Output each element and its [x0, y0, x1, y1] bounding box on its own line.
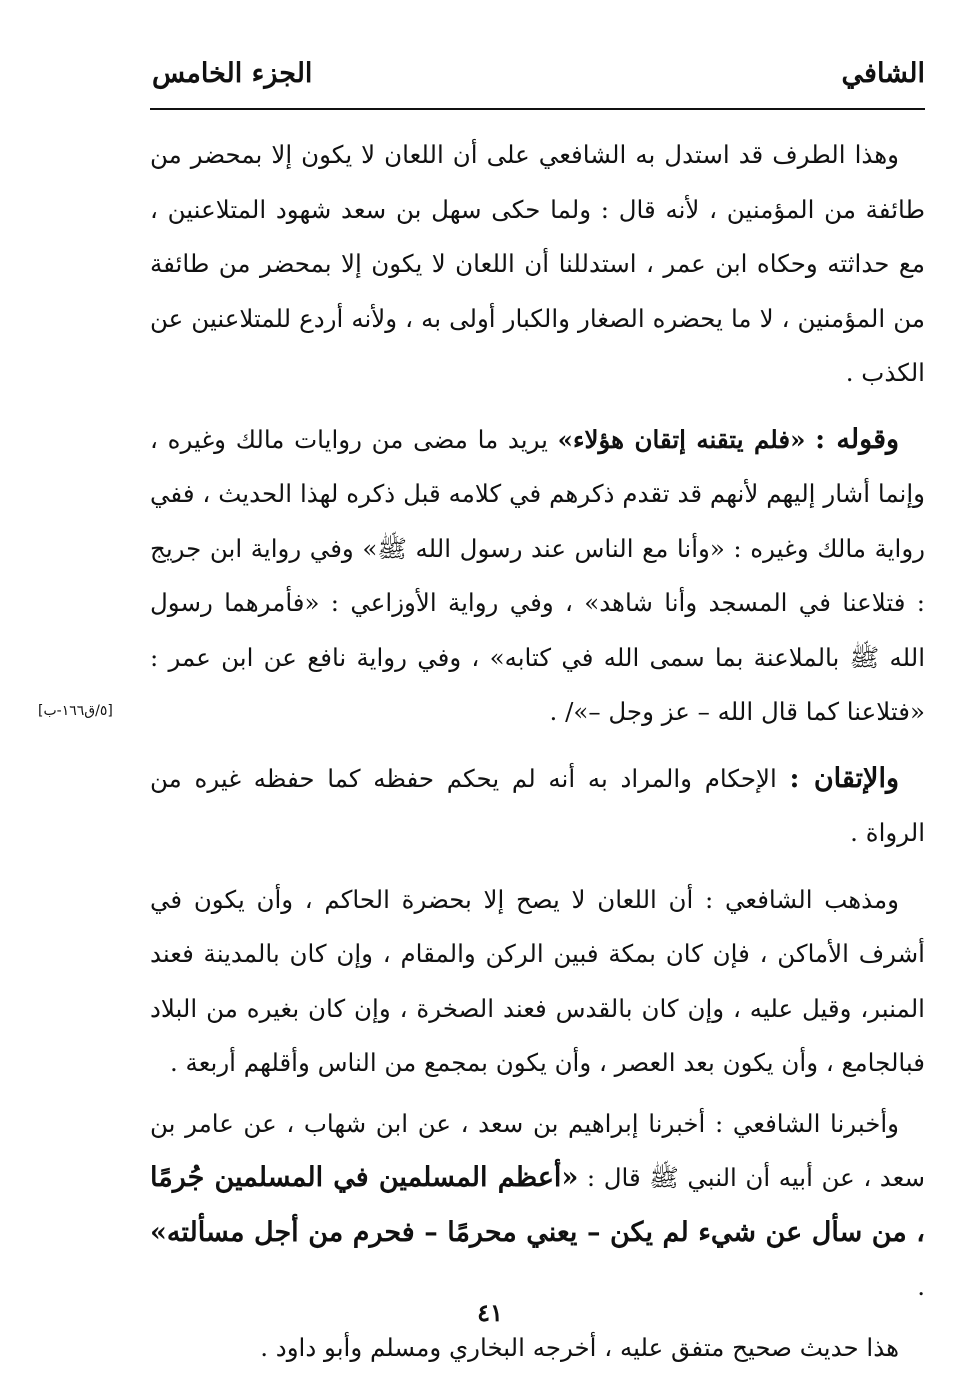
paragraph-4: ومذهب الشافعي : أن اللعان لا يصح إلا بحضرة الحاكم ، وأن يكون في أشرف الأماكن ، فإن كان بمكة فبين الركن والمقام ، وإن كان بالمدينة فعند المنبر، وقيل عليه ، وإن كان بالقدس فعند الصخرة ، وإن كان بغيره من البلاد فبالجامع ، وأن يكون بعد العصر ، وأن يكون بمجمع من الناس وأقلهم أربعة .: [150, 884, 925, 1077]
paragraph-6: هذا حديث صحيح متفق عليه ، أخرجه البخاري ومسلم وأبو داود .: [260, 1332, 899, 1362]
header-volume-title: الجزء الخامس: [152, 58, 313, 89]
paragraph-5-text: وأخبرنا الشافعي : أخبرنا إبراهيم بن سعد ، عن ابن شهاب ، عن عامر بن سعد ، عن أبيه أن النبي ﷺ قال :: [150, 1108, 925, 1192]
paragraph-2-lead: وقوله :: [815, 423, 900, 455]
running-header: [150, 52, 925, 110]
paragraph-3: [150, 752, 925, 861]
manuscript-folio-note: [٥/ق١٦٦-ب]: [38, 703, 113, 719]
paragraph-2-quote: «فلم يتقنه إتقان هؤلاء»: [557, 424, 806, 454]
main-text: [150, 128, 925, 1387]
header-book-title: الشافي: [841, 58, 925, 89]
paragraph-2-text: يريد ما مضى من روايات مالك وغيره ، وإنما أشار إليهم لأنهم قد تقدم ذكرهم في كلامه قبل ذكره لهذا الحديث ، ففي رواية مالك وغيره : «وأنا مع الناس عند رسول الله ﷺ» وفي رواية ابن جريج : فتلاعنا في المسجد وأنا شاهد» ، وفي رواية الأوزاعي : «فأمرهما رسول الله ﷺ بالملاعنة بما سمى الله في كتابه» ، وفي رواية نافع عن ابن عمر : «فتلاعنا كما قال الله – عز وجل –»/ .: [150, 424, 925, 726]
paragraph-3-text: الإحكام والمراد به أنه لم يحكم حفظه كما حفظه غيره من الرواة .: [150, 763, 925, 847]
paragraph-1: وهذا الطرف قد استدل به الشافعي على أن اللعان لا يكون إلا بمحضر من طائفة من المؤمنين ، لأنه قال : ولما حكى سهل بن سعد شهود المتلاعنين ، مع حداثته وحكاه ابن عمر ، استدللنا أن اللعان لا يكون إلا بمحضر من طائفة من المؤمنين ، لا ما يحضره الصغار والكبار أولى به ، ولأنه أردع للمتلاعنين عن الكذب .: [150, 140, 925, 387]
paragraph-3-lead: والإتقان :: [789, 762, 899, 794]
page-number: ٤١: [477, 1298, 503, 1327]
hadith-text: «أعظم المسلمين في المسلمين جُرمًا ، من سأل عن شيء لم يكن – يعني محرمًا – فحرم من أجل مسألته»: [150, 1162, 925, 1248]
paragraph-5-end: .: [917, 1272, 925, 1301]
paragraph-2: [150, 413, 925, 740]
paragraph-5: [150, 1097, 925, 1315]
